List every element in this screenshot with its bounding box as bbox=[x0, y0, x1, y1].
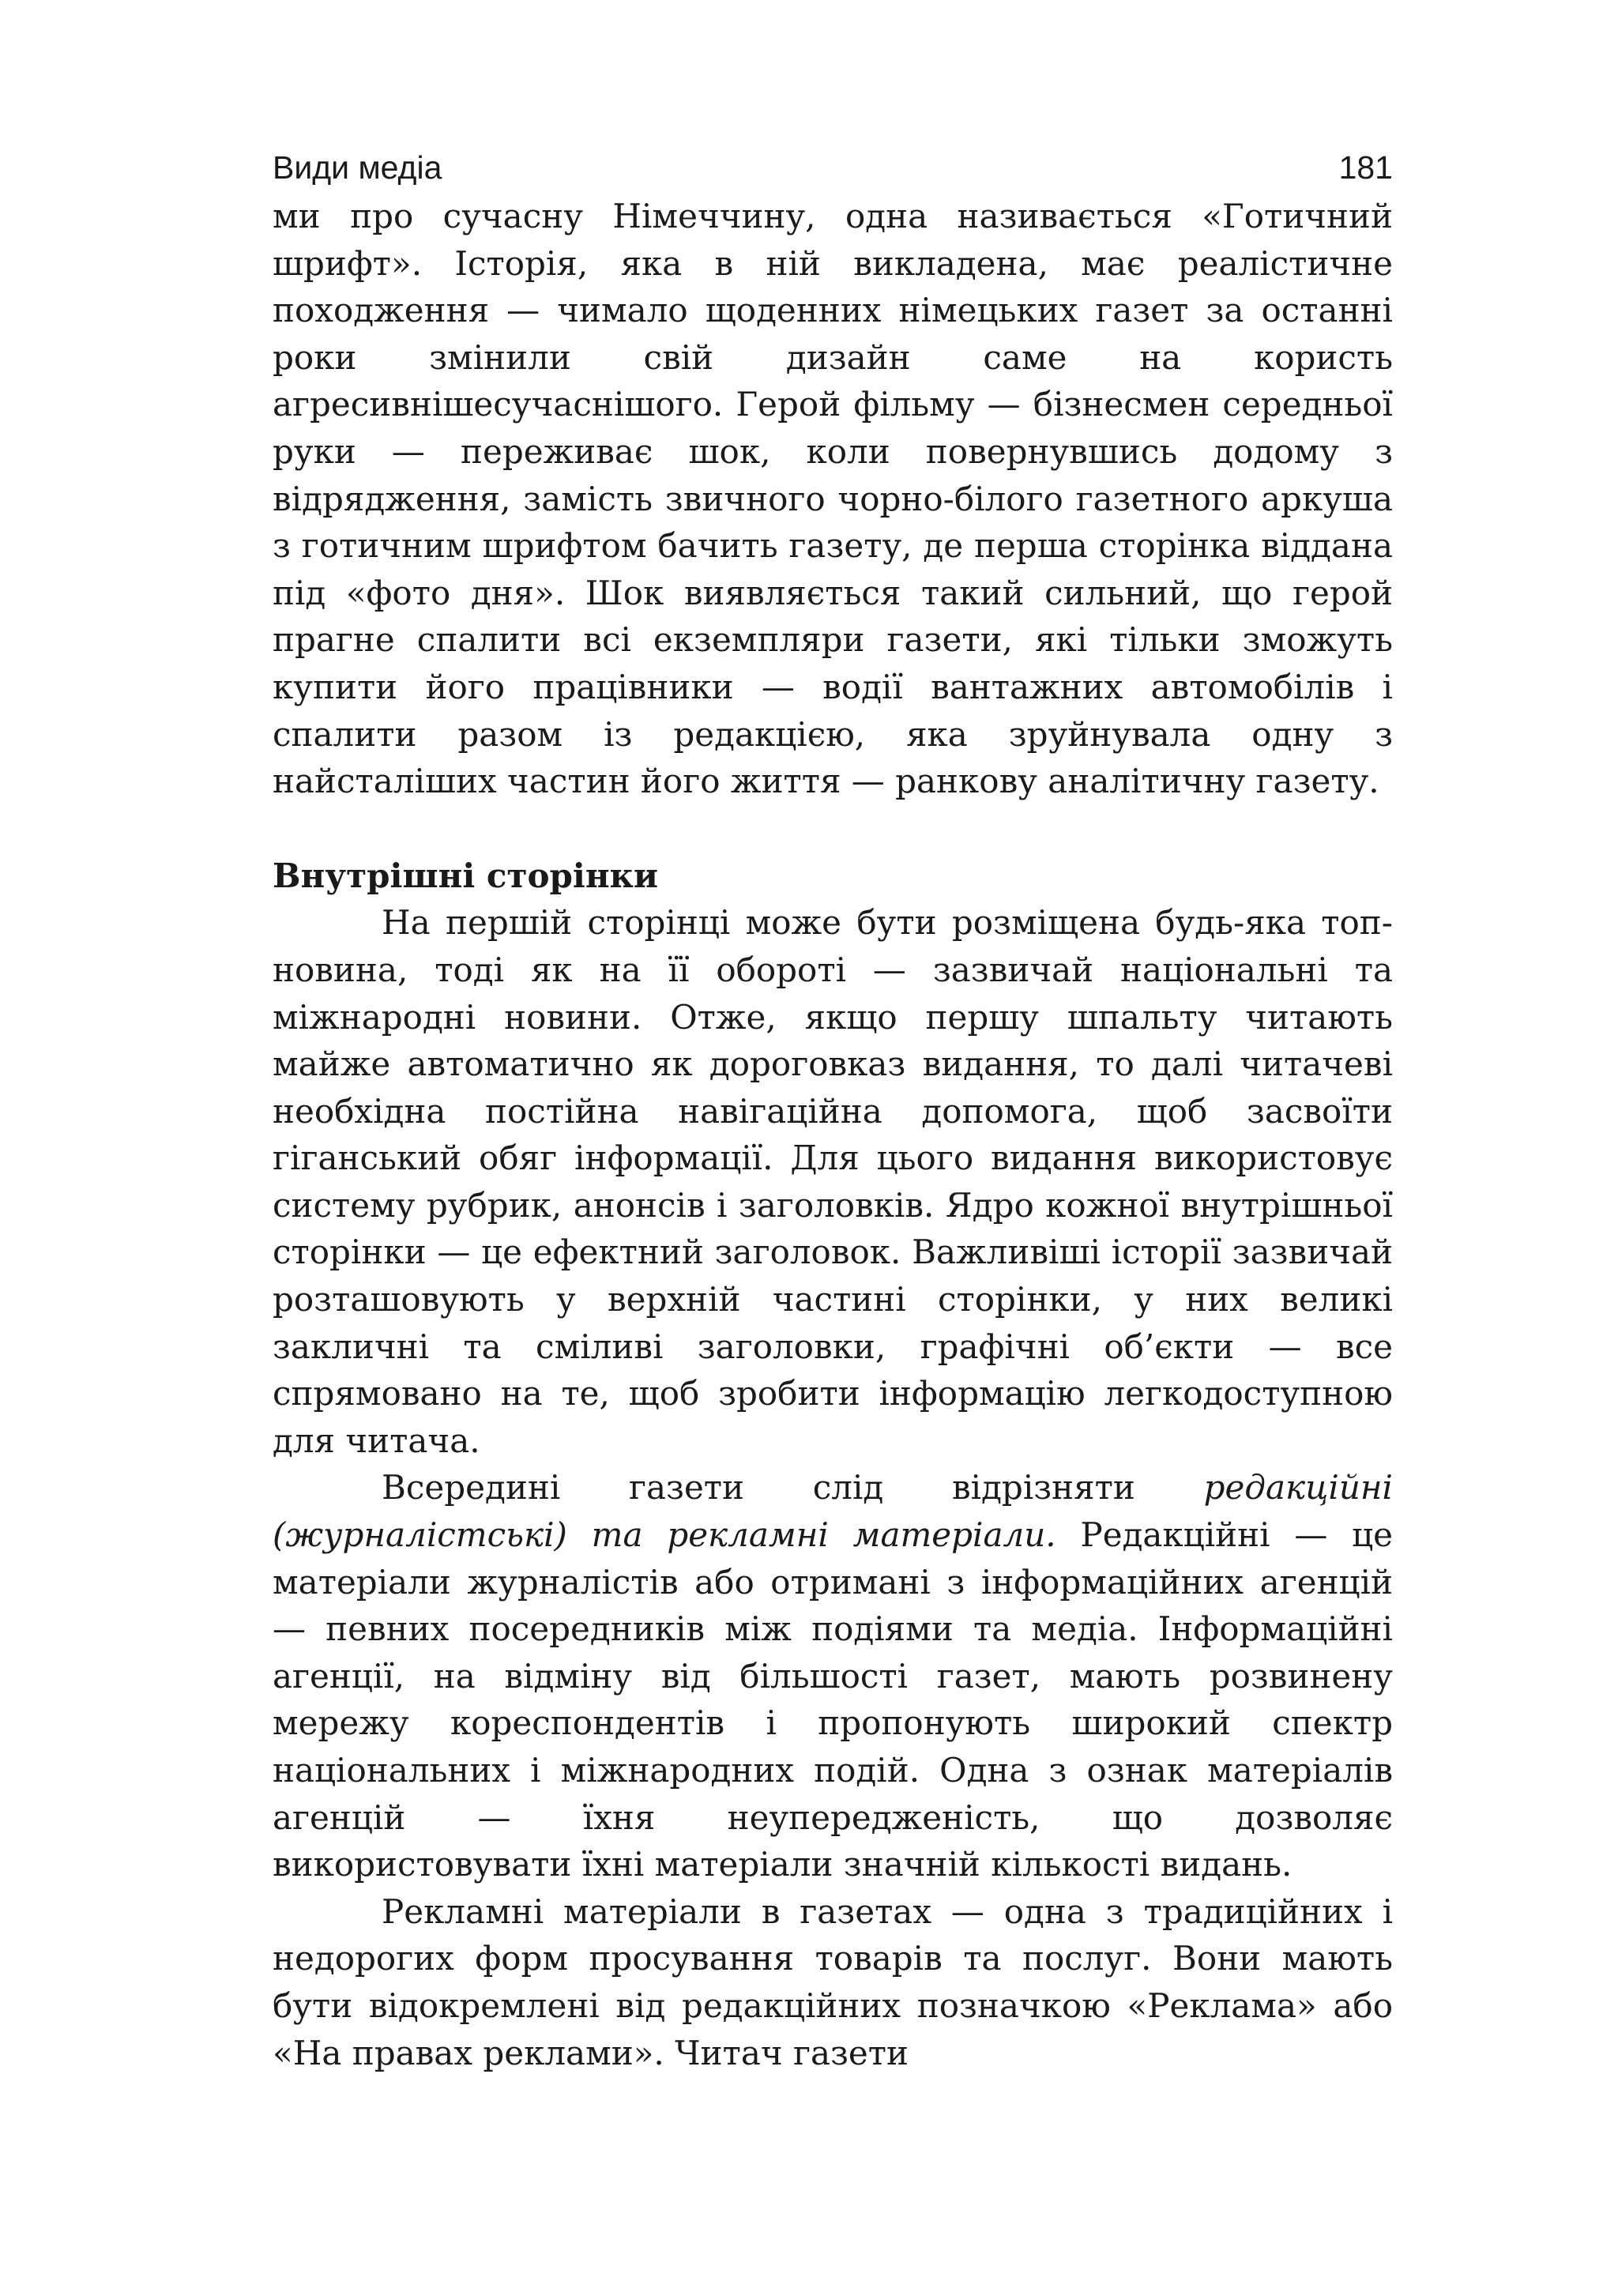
section-paragraph-2 bbox=[273, 1464, 1393, 1888]
section-heading: Внутрішні сторінки bbox=[273, 856, 659, 895]
section-paragraph-1: На першій сторінці може бути розміщена будь-яка топ-новина, тоді як на її обороті — зазвичай національні та міжнародні новини. Отже, якщо першу шпальту читають майже автоматично як дороговказ видання, то далі читачеві необхідна постійна навігаційна допомога, щоб засвоїти гіганський обяг інформації. Для цього видання використовує систему рубрик, анонсів і заголовків. Ядро кожної внутрішньої сторінки — це ефектний заголовок. Важливіші історії зазвичай розташовують у верхній частині сторінки, у них великі закличні та сміливі заголовки, графічні об’єкти — все спрямовано на те, щоб зробити інформацію легкодоступною для читача. bbox=[273, 903, 1393, 1460]
running-head bbox=[273, 142, 1393, 193]
running-head-section-title: Види медіа bbox=[273, 149, 442, 186]
section-paragraph-3: Рекламні матеріали в газетах — одна з традиційних і недорогих форм просування товарів та послуг. Вони мають бути відокремлені від редакційних позначкою «Реклама» або «На правах реклами». Читач газети bbox=[273, 1891, 1393, 2072]
opening-paragraph: ми про сучасну Німеччину, одна називається «Готичний шрифт». Історія, яка в ній викладена, має реалістичне походження — чимало щоденних німецьких газет за останні роки змінили свій дизайн саме на користь агресивнішесучаснішого. Герой фільму — бізнесмен середньої руки — переживає шок, коли повернувшись додому з відрядження, замість звичного чорно-білого газетного аркуша з готичним шрифтом бачить газету, де перша сторінка віддана під «фото дня». Шок виявляється такий сильний, що герой прагне спалити всі екземпляри газети, які тільки зможуть купити його працівники — водії вантажних автомобілів і спалити разом із редакцією, яка зруйнувала одну з найсталіших частин його життя — ранкову аналітичну газету. bbox=[273, 197, 1393, 801]
paragraph-2-rest: Редакційні — це матеріали журналістів або отримані з інформаційних агенцій — певних посередників між подіями та медіа. Інформаційні агенції, на відміну від більшості газет, мають розвинену мережу кореспондентів і пропонують широкий спектр національних і міжнародних подій. Одна з ознак матеріалів агенцій — їхня неупередженість, що дозволяє використовувати їхні матеріали значній кількості видань. bbox=[273, 1515, 1393, 1884]
paragraph-2-italic-term: редакційні (журналістські) та рекламні матеріали. bbox=[273, 1468, 1393, 1555]
page-number: 181 bbox=[1338, 149, 1393, 186]
body-text bbox=[273, 193, 1393, 2076]
paragraph-2-lead: Всередині газети слід відрізняти bbox=[382, 1468, 1204, 1507]
book-page bbox=[273, 142, 1393, 2076]
